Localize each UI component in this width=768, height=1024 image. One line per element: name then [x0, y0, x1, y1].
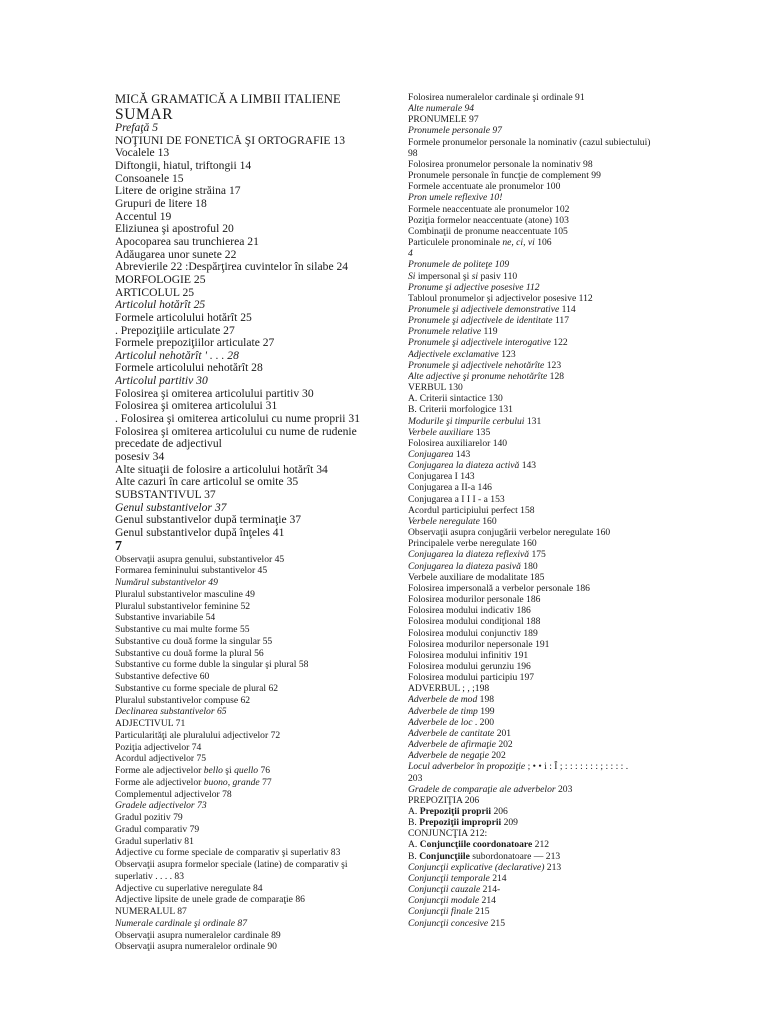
toc-entry: Pluralul substantivelor compuse 62 [115, 694, 251, 706]
toc-entry: Pluralul substantivelor masculine 49 [115, 588, 255, 600]
toc-entry: Folosirea pronumelor personale la nominativ 98 [408, 158, 593, 170]
toc-entry [115, 765, 377, 777]
toc-entry [408, 349, 658, 360]
toc-entry: Accentul 19 [115, 210, 172, 223]
toc-entry: Complementul adjectivelor 78 [115, 788, 232, 800]
toc-entry: Alte situaţii de folosire a articolului hotărît 34 [115, 463, 328, 476]
toc-entry: Eliziunea şi apostroful 20 [115, 223, 234, 236]
toc-entry-part: ne, ci, vi [502, 237, 535, 249]
toc-entry-part: Pronumele şi adjectivele demonstrative [408, 303, 560, 315]
toc-entry-part: 106 [534, 237, 552, 249]
toc-entry: Particularităţi ale pluralului adjectivelor 72 [115, 729, 281, 741]
toc-entry: ARTICOLUL 25 [115, 286, 195, 299]
toc-entry-part: 114 [559, 303, 576, 315]
toc-entry-part: subordonatoare — 213 [469, 850, 561, 862]
toc-entry [408, 326, 658, 337]
toc-entry-part: 128 [547, 370, 565, 382]
toc-entry [408, 906, 658, 917]
toc-entry: Pronumele de politeţe 109 [408, 259, 510, 271]
toc-entry: Formele accentuate ale pronumelor 100 [408, 181, 561, 193]
toc-entry-part: Conjuncţiile [419, 850, 470, 862]
toc-entry [408, 918, 658, 929]
toc-entry [408, 706, 658, 717]
toc-entry: Substantive cu două forme la plural 56 [115, 647, 264, 659]
toc-entry-part: 119 [481, 326, 498, 338]
toc-entry: Substantive cu două forme la singular 55 [115, 635, 273, 647]
toc-entry: Abrevierile 22 :Despărţirea cuvintelor în silabe 24 [115, 261, 349, 274]
toc-entry-part: 198 [477, 694, 495, 706]
toc-entry: ADVERBUL ; , ;198 [408, 683, 490, 695]
toc-entry: Acordul participiului perfect 158 [408, 504, 535, 516]
toc-entry-part: pasiv 110 [478, 270, 518, 282]
toc-entry-part: 143 [453, 449, 471, 460]
toc-entry-part: 215 [472, 906, 490, 918]
toc-entry-part: Adverbele de afirmaţie [408, 739, 496, 751]
toc-entry-part: 209 [501, 817, 518, 829]
toc-entry-part: Conjuncţii modale [408, 895, 480, 907]
toc-entry-part: 214- [480, 884, 501, 896]
toc-entry: Gradele adjectivelor 73 [115, 800, 207, 812]
toc-entry [408, 371, 658, 382]
toc-left-entries [115, 122, 377, 953]
toc-entry-part: Si [408, 270, 416, 282]
toc-entry-part: Verbele auxiliare [408, 426, 474, 438]
toc-entry-part: Conjuncţii explicative (declarative) [408, 861, 545, 873]
toc-entry: Folosirea impersonală a verbelor personale 186 [408, 582, 590, 594]
toc-entry: Genul substantivelor după înţeles 41 [115, 527, 285, 539]
toc-entry: Folosirea şi omiterea articolului cu nume de rudenie precedate de adjectivul [115, 425, 357, 451]
toc-entry-part: B. [408, 817, 420, 829]
toc-entry [408, 817, 658, 828]
document-title: MICĂ GRAMATICĂ A LIMBII ITALIENE [115, 92, 341, 106]
toc-right-column [408, 92, 658, 929]
toc-entry-part: 215 [488, 917, 505, 929]
toc-entry: Folosirea modului condiţional 188 [408, 616, 541, 628]
toc-entry-part: Particulele pronominale [408, 237, 503, 249]
toc-entry: Observaţii asupra conjugării verbelor neregulate 160 [408, 527, 611, 539]
toc-entry: Gradul comparativ 79 [115, 823, 200, 835]
toc-left-column [115, 92, 377, 953]
toc-entry [408, 884, 658, 895]
toc-entry: Substantive cu mai multe forme 55 [115, 624, 250, 636]
toc-entry: Formele pronumelor personale la nominativ (cazul subiectului) 98 [408, 136, 651, 159]
toc-entry-part: Adverbele de timp [408, 705, 478, 717]
toc-entry-part: Pronumele şi adjectivele interogative [408, 337, 551, 349]
section-heading: SUMAR [115, 107, 174, 122]
toc-entry [408, 806, 658, 817]
toc-entry [408, 427, 658, 438]
toc-entry [408, 728, 658, 739]
toc-entry-part: Conjuncţiile coordonatoare [419, 839, 533, 851]
toc-entry: PREPOZIŢIA 206 [408, 794, 480, 806]
toc-entry-part: Conjugarea la diateza activă [408, 460, 520, 472]
toc-entry [408, 784, 658, 795]
toc-entry: Numărul substantivelor 49 [115, 577, 218, 589]
toc-entry [408, 337, 658, 348]
toc-entry-part: quello [234, 765, 259, 777]
toc-entry [408, 895, 658, 906]
toc-entry-part: Adverbele de loc [408, 716, 473, 728]
toc-entry-part: A. [408, 806, 420, 817]
toc-entry [408, 360, 658, 371]
toc-entry: Grupuri de litere 18 [115, 197, 207, 210]
toc-entry: Articolul hotărît 25 [115, 299, 206, 312]
toc-entry: Pronumele personale în funcţie de complement 99 [408, 170, 601, 182]
toc-entry: Formele articolului hotărît 25 [115, 311, 252, 324]
toc-entry-part: . 200 [472, 716, 495, 728]
toc-entry: Apocoparea sau trunchierea 21 [115, 235, 259, 248]
toc-entry-part: 213 [544, 861, 562, 873]
toc-entry: Conjugarea I 143 [408, 471, 475, 483]
toc-entry: Gradul superlativ 81 [115, 835, 194, 847]
toc-entry: Adjective cu forme speciale de comparativ şi superlativ 83 [115, 847, 341, 859]
toc-entry: B. Criterii morfologice 131 [408, 404, 513, 416]
toc-entry: Pronume şi adjective posesive 112 [408, 281, 540, 293]
toc-entry: Articolul nehotărît ' . . . 28 [115, 349, 239, 362]
toc-entry: Articolul partitiv 30 [115, 375, 208, 388]
toc-entry-part: 76 [258, 765, 271, 777]
toc-entry: Observaţii asupra numeralelor cardinale 89 [115, 929, 281, 941]
toc-entry-part: 214 [479, 895, 496, 907]
toc-entry: Formele prepoziţiilor articulate 27 [115, 337, 275, 350]
toc-entry: Observaţii asupra numeralelor ordinale 90 [115, 941, 277, 953]
toc-entry-part: Conjugarea la diateza reflexivă [408, 549, 530, 561]
toc-entry: Poziţia formelor neaccentuate (atone) 103 [408, 214, 569, 226]
toc-entry-part: 175 [529, 549, 546, 561]
toc-entry: NOŢIUNI DE FONETICĂ ŞI ORTOGRAFIE 13 [115, 134, 345, 147]
toc-entry-part: Conjuncţii finale [408, 906, 473, 918]
toc-entry: . Prepoziţiile articulate 27 [115, 324, 235, 337]
toc-entry-part: 135 [473, 426, 491, 438]
toc-entry-part: 214 [489, 872, 507, 884]
toc-entry-part: 122 [550, 337, 568, 349]
toc-entry: . Folosirea şi omiterea articolului cu nume proprii 31 [115, 413, 361, 426]
toc-entry-part: A. [408, 839, 420, 851]
toc-entry: Numerale cardinale şi ordinale 87 [115, 917, 247, 929]
toc-entry [408, 717, 658, 728]
toc-entry-part: Prepoziţii improprii [419, 817, 502, 829]
toc-entry [408, 449, 658, 460]
toc-entry-part: Gradele de comparaţie ale adverbelor [408, 783, 556, 795]
toc-entry: Folosirea şi omiterea articolului partitiv 30 [115, 387, 314, 400]
toc-entry-part: Adjectivele exclamative [408, 348, 499, 360]
toc-entry-part: ; • • i : Î ; : : : : : : : ; : : : : . [525, 761, 629, 773]
toc-entry [408, 416, 658, 427]
toc-entry: Diftongii, hiatul, triftongii 14 [115, 159, 252, 172]
toc-entry: PRONUMELE 97 [408, 114, 479, 126]
toc-entry: 203 [408, 772, 423, 784]
toc-entry-part: 143 [519, 460, 537, 472]
toc-entry-part: 201 [494, 727, 512, 739]
toc-entry-part: Modurile şi timpurile cerbului [408, 415, 525, 427]
toc-entry-part: 199 [477, 705, 495, 717]
toc-entry [408, 271, 658, 282]
toc-entry [408, 862, 658, 873]
toc-entry: Alte cazuri în care articolul se omite 35 [115, 476, 299, 489]
toc-entry-part: Conjuncţii cauzale [408, 884, 481, 896]
toc-entry [408, 237, 658, 248]
toc-entry-part: 203 [555, 783, 573, 795]
toc-entry [408, 750, 658, 761]
toc-entry: Observaţii asupra formelor speciale (latine) de comparativ şi superlativ . . . . 83 [115, 859, 348, 882]
toc-entry: Principalele verbe neregulate 160 [408, 538, 537, 550]
toc-entry: Acordul adjectivelor 75 [115, 753, 207, 765]
toc-entry [408, 873, 658, 884]
toc-entry: Substantive invariabile 54 [115, 612, 216, 624]
toc-entry: Folosirea numeralelor cardinale şi ordinale 91 [408, 92, 585, 103]
toc-entry-part: Pronumele şi adjectivele de identitate [408, 315, 553, 327]
toc-entry: Substantive cu forme duble la singular şi plural 58 [115, 659, 309, 671]
toc-entry: MORFOLOGIE 25 [115, 273, 206, 286]
toc-entry-part: 123 [498, 348, 516, 360]
toc-entry-part: Adverbele de cantitate [408, 727, 495, 739]
toc-entry-part: 202 [495, 739, 513, 751]
toc-entry-part: Conjuncţii concesive [408, 917, 489, 929]
toc-entry [408, 549, 658, 560]
toc-entry-part: 160 [479, 515, 497, 527]
toc-entry: Substantive cu forme speciale de plural 62 [115, 682, 279, 694]
toc-entry [408, 516, 658, 527]
toc-entry: ADJECTIVUL 71 [115, 718, 186, 730]
toc-entry: NUMERALUL 87 [115, 906, 187, 918]
toc-entry: Poziţia adjectivelor 74 [115, 741, 202, 753]
toc-entry: Adjective cu superlative neregulate 84 [115, 882, 263, 894]
toc-entry: Folosirea modului gerunziu 196 [408, 660, 531, 672]
toc-entry [408, 739, 658, 750]
toc-entry: Tabloul pronumelor şi adjectivelor posesive 112 [408, 292, 593, 304]
toc-entry: Litere de origine străina 17 [115, 185, 241, 198]
toc-entry [408, 561, 658, 572]
toc-entry: Folosirea modului indicativ 186 [408, 605, 531, 617]
toc-entry: VERBUL 130 [408, 382, 463, 394]
toc-entry: Formele neaccentuate ale pronumelor 102 [408, 203, 570, 215]
toc-entry-part: Prepoziţii proprii [419, 806, 492, 817]
toc-entry: Formarea femininului substantivelor 45 [115, 565, 268, 577]
toc-entry-part: 131 [524, 415, 542, 427]
toc-entry: Folosirea şi omiterea articolului 31 [115, 400, 278, 413]
toc-entry: Vocalele 13 [115, 147, 170, 160]
toc-entry [408, 761, 658, 772]
toc-entry-part: Adverbele de negaţie [408, 750, 489, 762]
toc-entry-part: si [471, 270, 479, 282]
toc-entry-part: 202 [488, 750, 506, 762]
toc-entry-part: Conjuncţii temporale [408, 872, 490, 884]
toc-entry: Adjective lipsite de unele grade de comparaţie 86 [115, 894, 305, 906]
toc-entry: Folosirea modului conjunctiv 189 [408, 627, 538, 639]
toc-entry: Declinarea substantivelor 65 [115, 706, 227, 718]
toc-entry [408, 304, 658, 315]
toc-entry: Pron umele reflexive 10! [408, 192, 503, 204]
toc-entry: Pluralul substantivelor feminine 52 [115, 600, 251, 612]
toc-entry-part: 123 [544, 359, 562, 371]
toc-right-entries [408, 92, 658, 929]
toc-entry [408, 315, 658, 326]
toc-entry: Pronumele personale 97 [408, 125, 502, 137]
toc-entry: posesiv 34 [115, 451, 165, 464]
toc-entry: Conjugarea a II-a 146 [408, 482, 492, 494]
toc-entry-part: Conjugarea la diateza pasivă [408, 560, 521, 572]
toc-entry: Verbele auxiliare de modalitate 185 [408, 571, 545, 583]
toc-entry-part: Verbele neregulate [408, 515, 480, 527]
toc-entry: Alte numerale 94 [408, 103, 475, 115]
toc-entry: Prefaţă 5 [115, 122, 159, 134]
toc-entry-part: Adverbele de mod [408, 694, 478, 706]
toc-entry-part: Conjugarea [408, 449, 454, 460]
toc-entry: Genul substantivelor 37 [115, 501, 227, 514]
toc-entry-part: bello [203, 765, 223, 777]
toc-entry: Folosirea modurilor personale 186 [408, 594, 541, 606]
toc-entry: Folosirea modului participiu 197 [408, 672, 535, 684]
toc-entry: Substantive defective 60 [115, 671, 210, 683]
toc-entry: Formele articolului nehotărît 28 [115, 362, 263, 375]
toc-entry: 4 [408, 248, 413, 260]
toc-entry-part: Forme ale adjectivelor [115, 776, 204, 788]
toc-entry-part: 212 [532, 839, 550, 851]
toc-entry: Folosirea modului infinitiv 191 [408, 649, 529, 661]
toc-entry-part: impersonal şi [415, 270, 472, 282]
toc-entry [408, 851, 658, 862]
toc-entry-part: Pronumele relative [408, 326, 482, 338]
toc-entry: Genul substantivelor după terminaţie 37 [115, 514, 302, 527]
toc-entry: Conjugarea a I I I - a 153 [408, 493, 505, 505]
toc-entry: Adăugarea unor sunete 22 [115, 248, 237, 261]
toc-entry-part: 180 [520, 560, 538, 572]
toc-entry-part: 77 [259, 776, 272, 788]
toc-entry: Observaţii asupra genului, substantivelor 45 [115, 553, 285, 565]
toc-entry-part: Forme ale adjectivelor [115, 765, 204, 777]
toc-entry [408, 694, 658, 705]
toc-entry [408, 839, 658, 850]
toc-entry: Folosirea modurilor nepersonale 191 [408, 638, 550, 650]
toc-entry-part: Alte adjective şi pronume nehotărîte [408, 370, 548, 382]
toc-entry: 7 [115, 539, 122, 554]
toc-entry: Consoanele 15 [115, 172, 184, 185]
toc-entry-part: B. [408, 850, 420, 862]
toc-entry: CONJUNCŢIA 212: [408, 828, 488, 840]
toc-entry: Combinaţii de pronume neaccentuate 105 [408, 225, 568, 237]
toc-entry [115, 777, 377, 789]
toc-entry-part: 117 [552, 315, 570, 327]
toc-entry-part: Pronumele şi adjectivele nehotărîte [408, 359, 545, 371]
toc-entry-part: Locul adverbelor în propoziţie [408, 761, 526, 773]
toc-entry: A. Criterii sintactice 130 [408, 393, 503, 405]
toc-entry-part: şi [222, 765, 235, 777]
toc-entry: Folosirea auxiliarelor 140 [408, 437, 508, 449]
toc-entry-part: 206 [491, 806, 508, 817]
toc-entry: Gradul pozitiv 79 [115, 812, 183, 824]
toc-entry-part: buono, grande [203, 776, 260, 788]
toc-entry [408, 460, 658, 471]
toc-entry: SUBSTANTIVUL 37 [115, 489, 216, 502]
